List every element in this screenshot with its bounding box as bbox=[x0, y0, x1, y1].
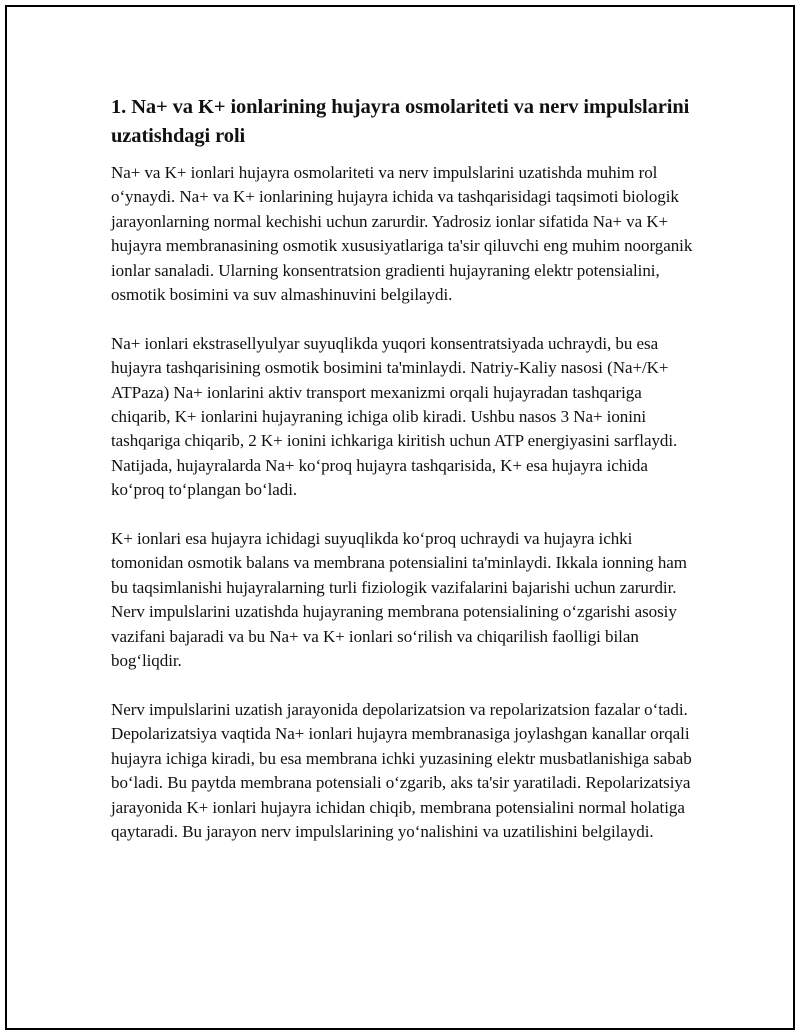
paragraph-1: Na+ va K+ ionlari hujayra osmolariteti va nerv impulslarini uzatishda muhim rol o‘ynaydi. Na+ va K+ ionlarining hujayra ichida va tashqarisidagi taqsimoti biologik jarayonlarning normal kechishi uchun zarurdir. Yadrosiz ionlar sifatida Na+ va K+ hujayra membranasining osmotik xususiyatlariga ta'sir qiluvchi eng muhim noorganik ionlar sanaladi. Ularning konsentratsion gradienti hujayraning elektr potensialini, osmotik bosimini va suv almashinuvini belgilaydi. bbox=[111, 163, 693, 305]
section-heading: 1. Na+ va K+ ionlarining hujayra osmolariteti va nerv impulslarini uzatishdagi roli bbox=[111, 96, 690, 147]
paragraph-3: K+ ionlari esa hujayra ichidagi suyuqlikda ko‘proq uchraydi va hujayra ichki tomonidan osmotik balans va membrana potensialini ta'minlaydi. Ikkala ionning ham bu taqsimlanishi hujayralarning turli fiziologik vazifalarini bajarishi uchun zarurdir. Nerv impulslarini uzatishda hujayraning membrana potensialining o‘zgarishi asosiy vazifani bajaradi va bu Na+ va K+ ionlari so‘rilish va chiqarilish faolligi bilan bog‘liqdir. bbox=[111, 529, 687, 671]
paragraph-4: Nerv impulslarini uzatish jarayonida depolarizatsion va repolarizatsion fazalar o‘tadi. Depolarizatsiya vaqtida Na+ ionlari hujayra membranasiga joylashgan kanallar orqali hujayra ichiga kiradi, bu esa membrana ichki yuzasining elektr musbatlanishiga sabab bo‘ladi. Bu paytda membrana potensiali o‘zgarib, aks ta'sir yaratiladi. Repolarizatsiya jarayonida K+ ionlari hujayra ichidan chiqib, membrana potensialini normal holatiga qaytaradi. Bu jarayon nerv impulslarining yo‘nalishini va uzatilishini belgilaydi. bbox=[111, 699, 692, 841]
document-body bbox=[111, 93, 696, 869]
paragraph-2: Na+ ionlari ekstrasellyulyar suyuqlikda yuqori konsentratsiyada uchraydi, bu esa hujayra tashqarisining osmotik bosimini ta'minlaydi. Natriy-Kaliy nasosi (Na+/K+ ATPaza) Na+ ionlarini aktiv transport mexanizmi orqali hujayradan tashqariga chiqarib, K+ ionlarini hujayraning ichiga olib kiradi. Ushbu nasos 3 Na+ ionini tashqariga chiqarib, 2 K+ ionini ichkariga kiritish uchun ATP energiyasini sarflaydi. Natijada, hujayralarda Na+ ko‘proq hujayra tashqarisida, K+ esa hujayra ichida ko‘proq to‘plangan bo‘ladi. bbox=[111, 333, 678, 500]
